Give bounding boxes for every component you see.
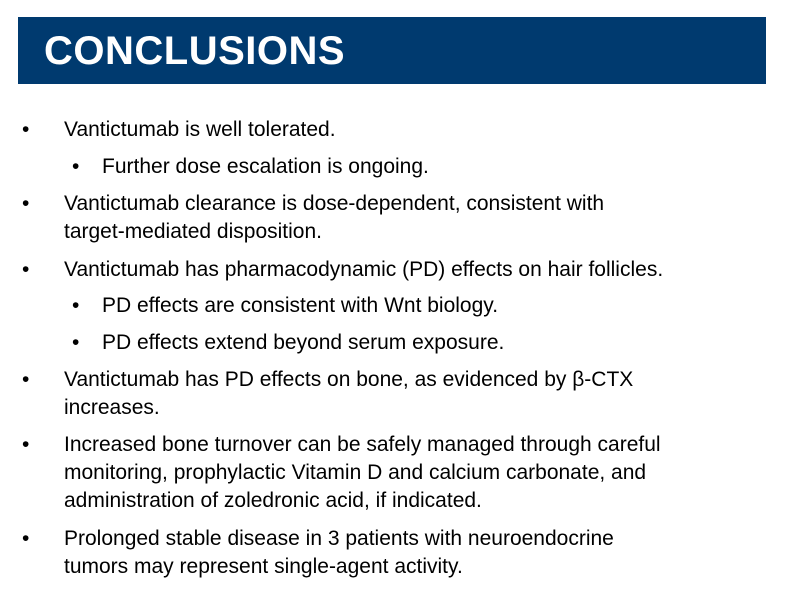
bullet-item bbox=[22, 525, 614, 581]
bullet-icon: • bbox=[22, 433, 30, 456]
bullet-text-line: Vantictumab clearance is dose-dependent, consistent with bbox=[64, 192, 605, 215]
bullet-text-line: Vantictumab has pharmacodynamic (PD) effects on hair follicles. bbox=[64, 258, 664, 281]
bullet-item bbox=[22, 256, 664, 284]
bullet-icon: • bbox=[22, 527, 30, 550]
bullet-icon: • bbox=[22, 368, 30, 391]
bullet-text-line: increases. bbox=[64, 396, 160, 419]
sub-bullet-item bbox=[72, 329, 505, 357]
bullet-icon: • bbox=[22, 192, 30, 215]
bullet-icon: • bbox=[22, 258, 30, 281]
bullet-icon: • bbox=[72, 331, 80, 354]
slide-title: CONCLUSIONS bbox=[44, 29, 346, 73]
bullet-text-line: tumors may represent single-agent activity. bbox=[64, 555, 463, 578]
bullet-text-line: Increased bone turnover can be safely managed through careful bbox=[64, 433, 661, 456]
bullet-text-line: Vantictumab has PD effects on bone, as evidenced by β-CTX bbox=[64, 368, 634, 391]
bullet-item bbox=[22, 431, 661, 515]
bullet-text-line: Further dose escalation is ongoing. bbox=[102, 155, 429, 178]
bullet-text-line: monitoring, prophylactic Vitamin D and calcium carbonate, and bbox=[64, 461, 647, 484]
bullet-text-line: administration of zoledronic acid, if indicated. bbox=[64, 489, 482, 512]
bullet-text-line: Prolonged stable disease in 3 patients with neuroendocrine bbox=[64, 527, 614, 550]
bullet-icon: • bbox=[72, 155, 80, 178]
bullet-text-line: Vantictumab is well tolerated. bbox=[64, 118, 336, 141]
bullet-text-line: PD effects extend beyond serum exposure. bbox=[102, 331, 505, 354]
title-banner bbox=[18, 17, 766, 84]
bullet-text-line: target-mediated disposition. bbox=[64, 220, 322, 243]
bullet-icon: • bbox=[72, 294, 80, 317]
bullet-item bbox=[22, 366, 634, 422]
bullet-text-line: PD effects are consistent with Wnt biology. bbox=[102, 294, 499, 317]
sub-bullet-item bbox=[72, 153, 429, 181]
bullet-icon: • bbox=[22, 118, 30, 141]
sub-bullet-item bbox=[72, 292, 499, 320]
bullet-item bbox=[22, 190, 605, 246]
bullet-item bbox=[22, 116, 336, 144]
